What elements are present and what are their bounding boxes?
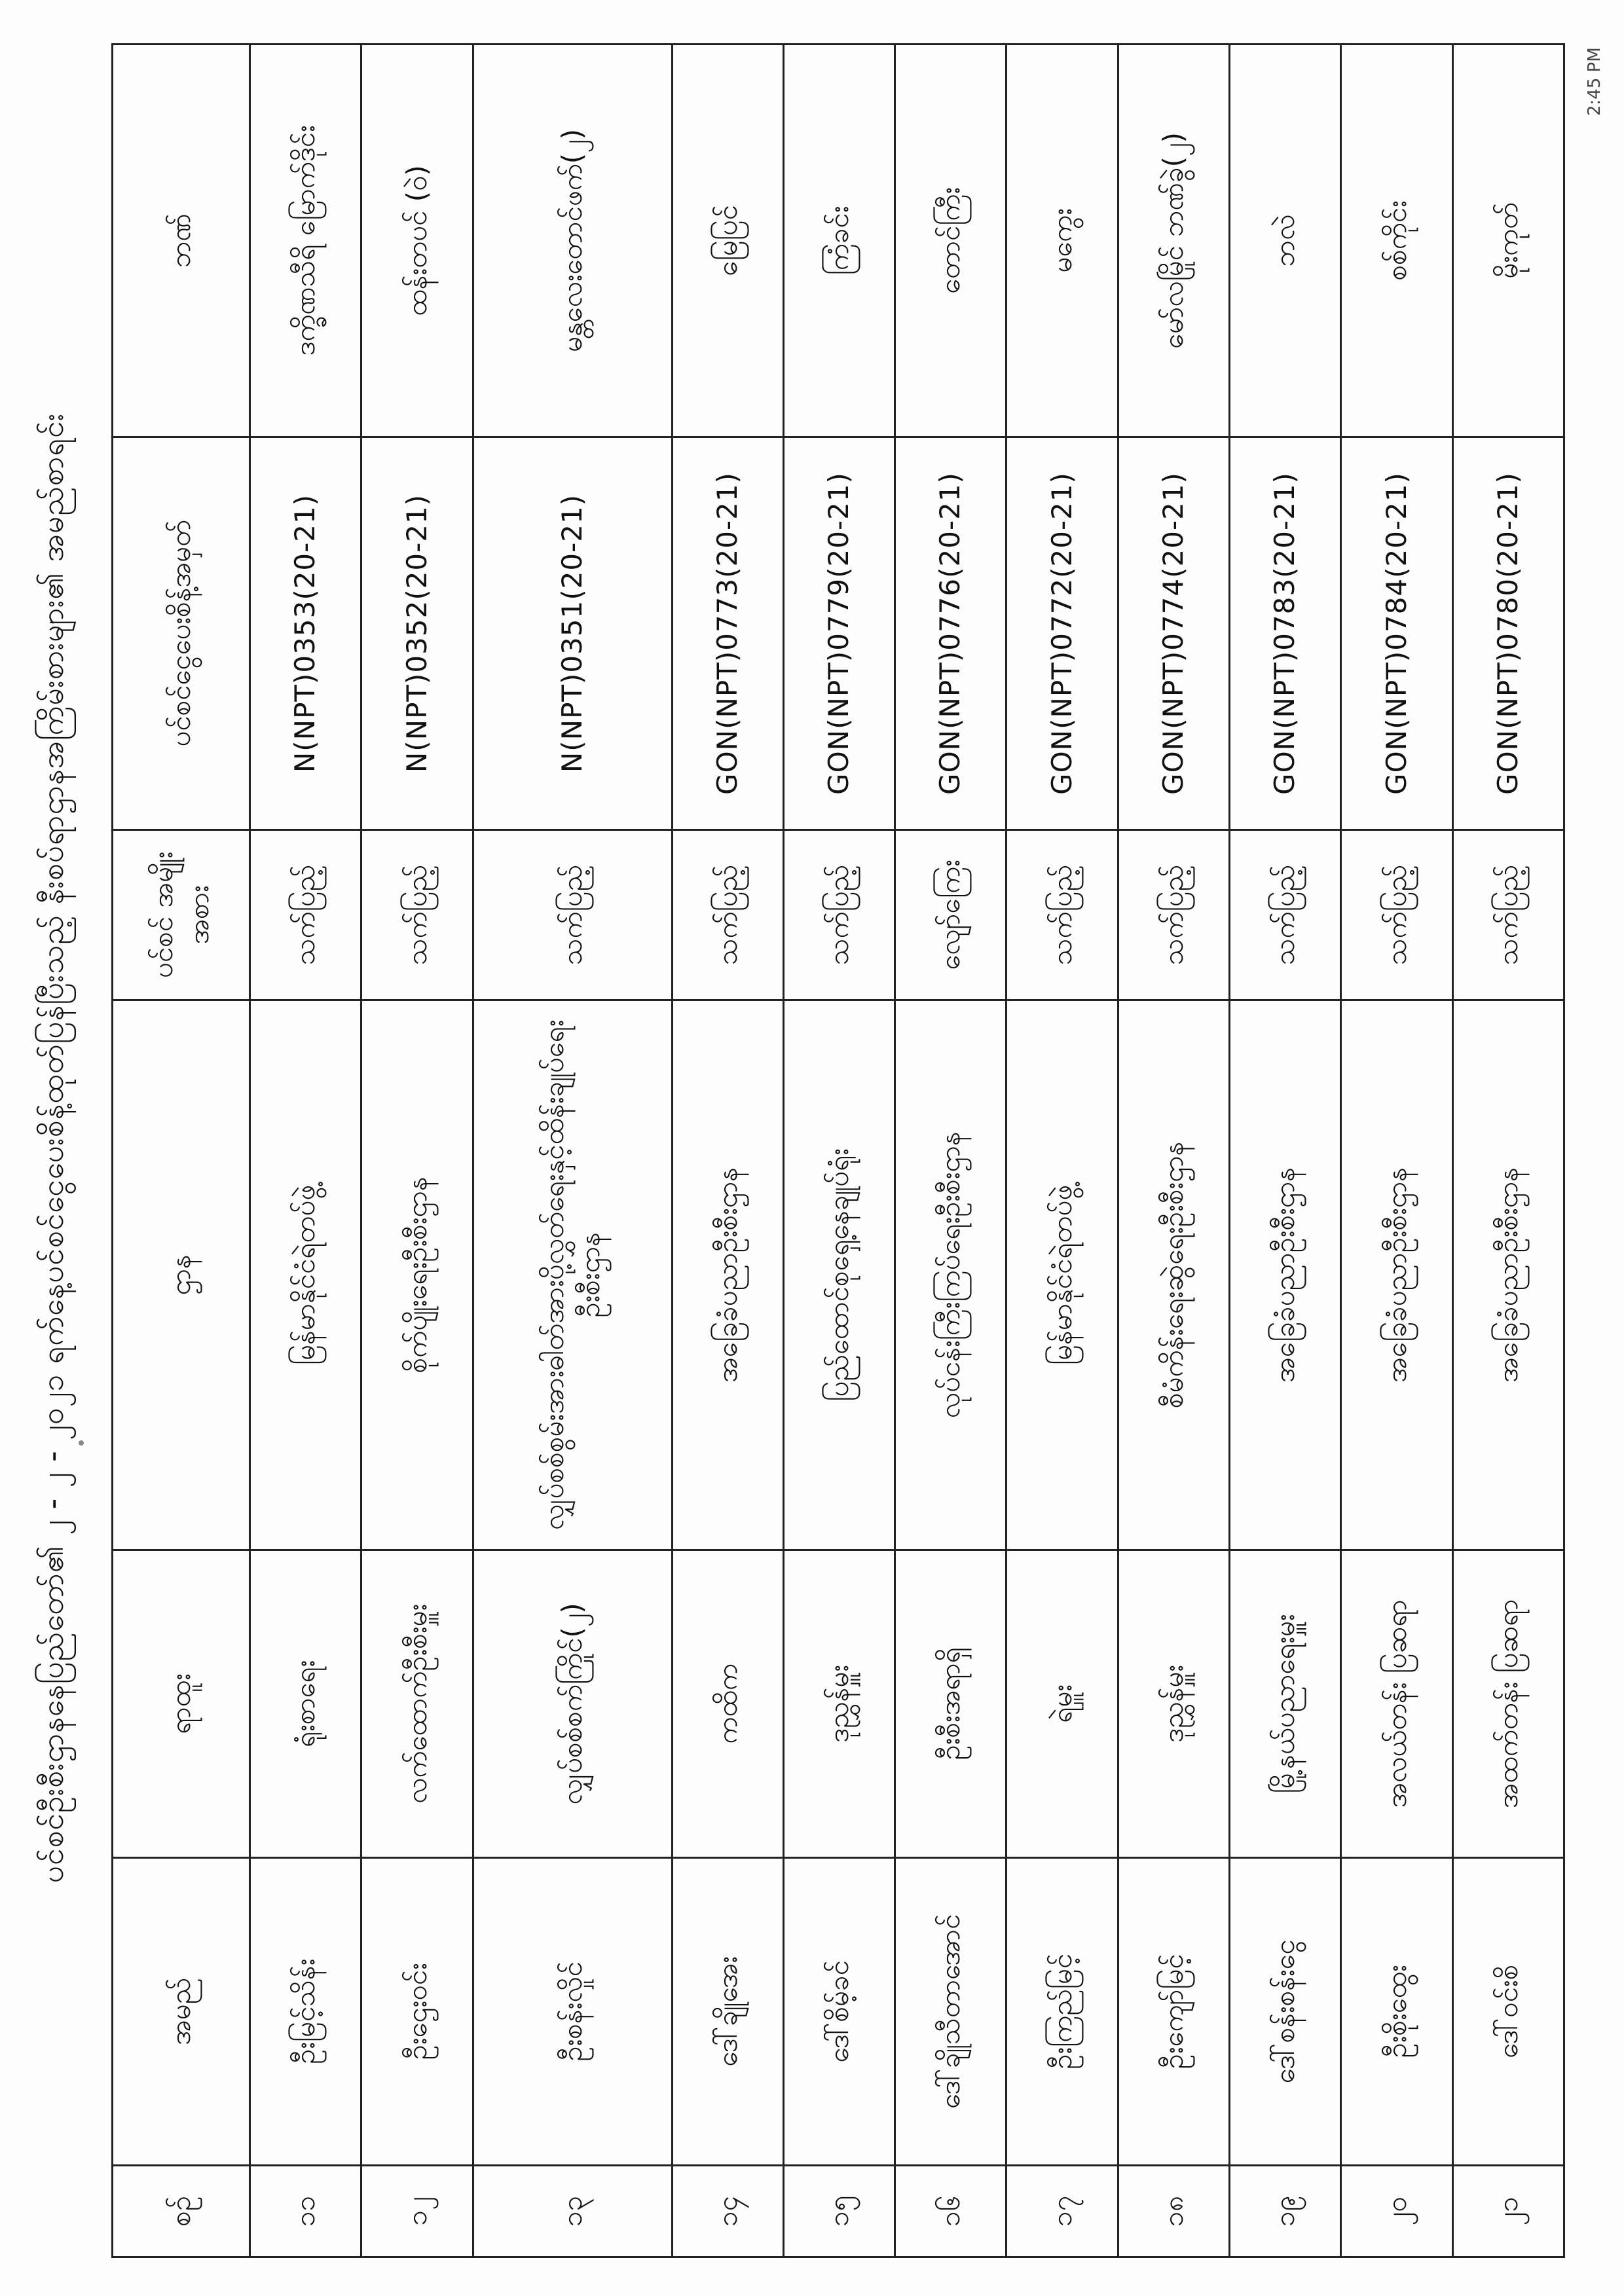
table-row [672, 45, 783, 2257]
cell-name: ဦးမြင့်သိန်း [250, 1858, 361, 2166]
cell-town: ထန်းတပင် (ဝဲ) [361, 45, 473, 437]
cell-dept: အခြေခံပညာဦးစီးဌာန [672, 1000, 783, 1550]
cell-rank: လက်ထောက်ဦးစီးမှူး [361, 1550, 473, 1858]
table-row [1229, 45, 1340, 2257]
header-dept: ဌာန [113, 1000, 250, 1550]
cell-no: ၁၄ [672, 2166, 783, 2257]
table-row [361, 45, 473, 2257]
cell-order: GON(NPT)0784(20-21) [1341, 437, 1452, 830]
cell-rank: ရုံးစာရေး [250, 1550, 361, 1858]
cell-type: သက်ပြည့် [1452, 830, 1564, 1000]
cell-no: ၂၀ [1341, 2166, 1452, 2257]
cell-town: မော်လမြိုင် ဘဏ်ခွဲ(၂) [1118, 45, 1229, 437]
cell-town: တောင်ကြီး [895, 45, 1006, 437]
table-row [250, 45, 361, 2257]
cell-town: မြေပြင် [672, 45, 783, 437]
cell-town: ကြံခင်း [783, 45, 895, 437]
cell-dept: လျှပ်စစ်စွမ်းအားဓါတ်အားပို့လွှတ်ရေးနှင့်ထိန်းချုပ်ရေး ဦးစီးဌာန [473, 1000, 672, 1550]
header-no: စဉ် [113, 2166, 250, 2257]
cell-rank: ကထိက [672, 1550, 783, 1858]
table-row [1118, 45, 1229, 2257]
cell-name: ဦးကျော်မြင့် [1118, 1858, 1229, 2166]
cell-town: မကွေး [1006, 45, 1118, 437]
cell-rank: ရဲမှူး [1006, 1550, 1118, 1858]
cell-town: ဘလဲ [1229, 45, 1340, 437]
cell-type: သက်ပြည့် [473, 830, 672, 1000]
cell-order: GON(NPT)0773(20-21) [672, 437, 783, 830]
cell-type: သက်ပြည့် [361, 830, 473, 1000]
cell-no: ၁၂ [361, 2166, 473, 2257]
cell-name: ဦးစန်းလှိုင် [473, 1858, 672, 2166]
cell-type: လျော်ကြေး [895, 830, 1006, 1000]
cell-no: ၁၃ [473, 2166, 672, 2257]
cell-name: ဒေါ်ချိုသီတာအောင် [895, 1858, 1006, 2166]
cell-no: ၁၅ [783, 2166, 895, 2257]
cell-no: ၁၇ [1006, 2166, 1118, 2257]
cell-type: သက်ပြည့် [1006, 830, 1118, 1000]
cell-order: N(NPT)0352(20-21) [361, 437, 473, 830]
cell-rank: ဒုညွှန်မှူး [783, 1550, 895, 1858]
document-title: ပင်စင်ဦးစီးဌာနနေပြည်တော်၏ ၂ - ၂ - ၂၀၂၁ ရက်နေ့ပင်စင်ငွေပေးစိန့်ထုတ်ပြန်ပြီးသည့် နီးစပ်ရာဌာနအကြိမ်းစားများ၏ အမည်စာရင်း [35, 412, 70, 1884]
table-row [783, 45, 895, 2257]
cell-name: ဒေါ်စိမ့်ခင် [783, 1858, 895, 2166]
cell-order: N(NPT)0351(20-21) [473, 437, 672, 830]
cell-rank: အလယ်တန်း ပြဆရာ [1341, 1550, 1452, 1858]
cell-rank: မြို့နယ်ပညာရေးမှူး [1229, 1550, 1340, 1858]
cell-order: GON(NPT)0780(20-21) [1452, 437, 1564, 830]
pension-table [111, 43, 1565, 2258]
cell-no: ၁၈ [1118, 2166, 1229, 2257]
cell-order: GON(NPT)0772(20-21) [1006, 437, 1118, 830]
header-name: အမည် [113, 1858, 250, 2166]
cell-order: GON(NPT)0783(20-21) [1229, 437, 1340, 830]
header-rank: ရာထူး [113, 1550, 250, 1858]
header-type: ပင်စင် အမျိုးအစား [113, 830, 250, 1000]
cell-town: မန္တလေးတောင်ဖက်(၂) [473, 45, 672, 437]
cell-dept: အခြေခံပညာဦးစီးဌာန [1452, 1000, 1564, 1550]
cell-dept: စီမံကိန်းရေးဆွဲရေးဦးစီးဌာန [1118, 1000, 1229, 1550]
cell-type: သက်ပြည့် [1341, 830, 1452, 1000]
cell-town: မိုးကုတ် [1452, 45, 1564, 437]
cell-no: ၁၆ [895, 2166, 1006, 2257]
table-row [1006, 45, 1118, 2257]
cell-order: GON(NPT)0776(20-21) [895, 437, 1006, 830]
cell-dept: လုပ်ငန်းကြီးကြပ်ရေးဦးစီးဌာန [895, 1000, 1006, 1550]
cell-dept: မြန်မာနိုင်ငံရဲတပ်ဖွဲ့ [250, 1000, 361, 1550]
table-header-row [113, 45, 250, 2257]
cell-no: ၂၁ [1452, 2166, 1564, 2257]
cell-name: ဒေါ်စန်းစန်းငွေ [1229, 1858, 1340, 2166]
cell-dept: ပြည်ထောင်စုရှေ့နေချုပ်ရုံး [783, 1000, 895, 1550]
scan-timestamp: 2:45 PM [1585, 47, 1604, 116]
cell-order: N(NPT)0353(20-21) [250, 437, 361, 830]
cell-rank: လျှပ်စစ်စက်ကြိုင်(၂) [473, 1550, 672, 1858]
table-row [473, 45, 672, 2257]
header-town: ဘဏ် [113, 45, 250, 437]
cell-rank: ဒုညွှန်မှူး [1118, 1550, 1229, 1858]
cell-rank: အထက်တန်း ပြဆရာ [1452, 1550, 1564, 1858]
table-row [1452, 45, 1564, 2257]
table-row [1341, 45, 1452, 2257]
cell-name: ဦးဌေးဝင်း [361, 1858, 473, 2166]
cell-type: သက်ပြည့် [783, 830, 895, 1000]
cell-type: သက်ပြည့် [1229, 830, 1340, 1000]
cell-town: ဒက္ခိဏသီရိ မြောက်ဒိုင်း [250, 45, 361, 437]
cell-dept: အခြေခံပညာဦးစီးဌာန [1229, 1000, 1340, 1550]
cell-name: ဒေါ်ဝင်းစိ [1452, 1858, 1564, 2166]
cell-dept: စိုက်ပျိုးရေးဦးစီးဌာန [361, 1000, 473, 1550]
cell-name: ဦးစိုးထွေး [1341, 1858, 1452, 2166]
cell-order: GON(NPT)0774(20-21) [1118, 437, 1229, 830]
cell-no: ၁၁ [250, 2166, 361, 2257]
cell-dept: မြန်မာနိုင်ငံရဲတပ်ဖွဲ့ [1006, 1000, 1118, 1550]
cell-town: စစ်ကိုင်း [1341, 45, 1452, 437]
table-row [895, 45, 1006, 2257]
cell-type: သက်ပြည့် [672, 830, 783, 1000]
cell-name: ဒေါ်ချိုအေး [672, 1858, 783, 2166]
header-order: ပင်စင်ငွေပေးစိန့်အမှတ် [113, 437, 250, 830]
cell-order: GON(NPT)0779(20-21) [783, 437, 895, 830]
cell-type: သက်ပြည့် [250, 830, 361, 1000]
cell-name: ဦးကြည်မြင့် [1006, 1858, 1118, 2166]
cell-no: ၁၉ [1229, 2166, 1340, 2257]
cell-type: သက်ပြည့် [1118, 830, 1229, 1000]
cell-dept: အခြေခံပညာဦးစီးဌာန [1341, 1000, 1452, 1550]
cell-rank: ဦးစီးအရာရှိ [895, 1550, 1006, 1858]
